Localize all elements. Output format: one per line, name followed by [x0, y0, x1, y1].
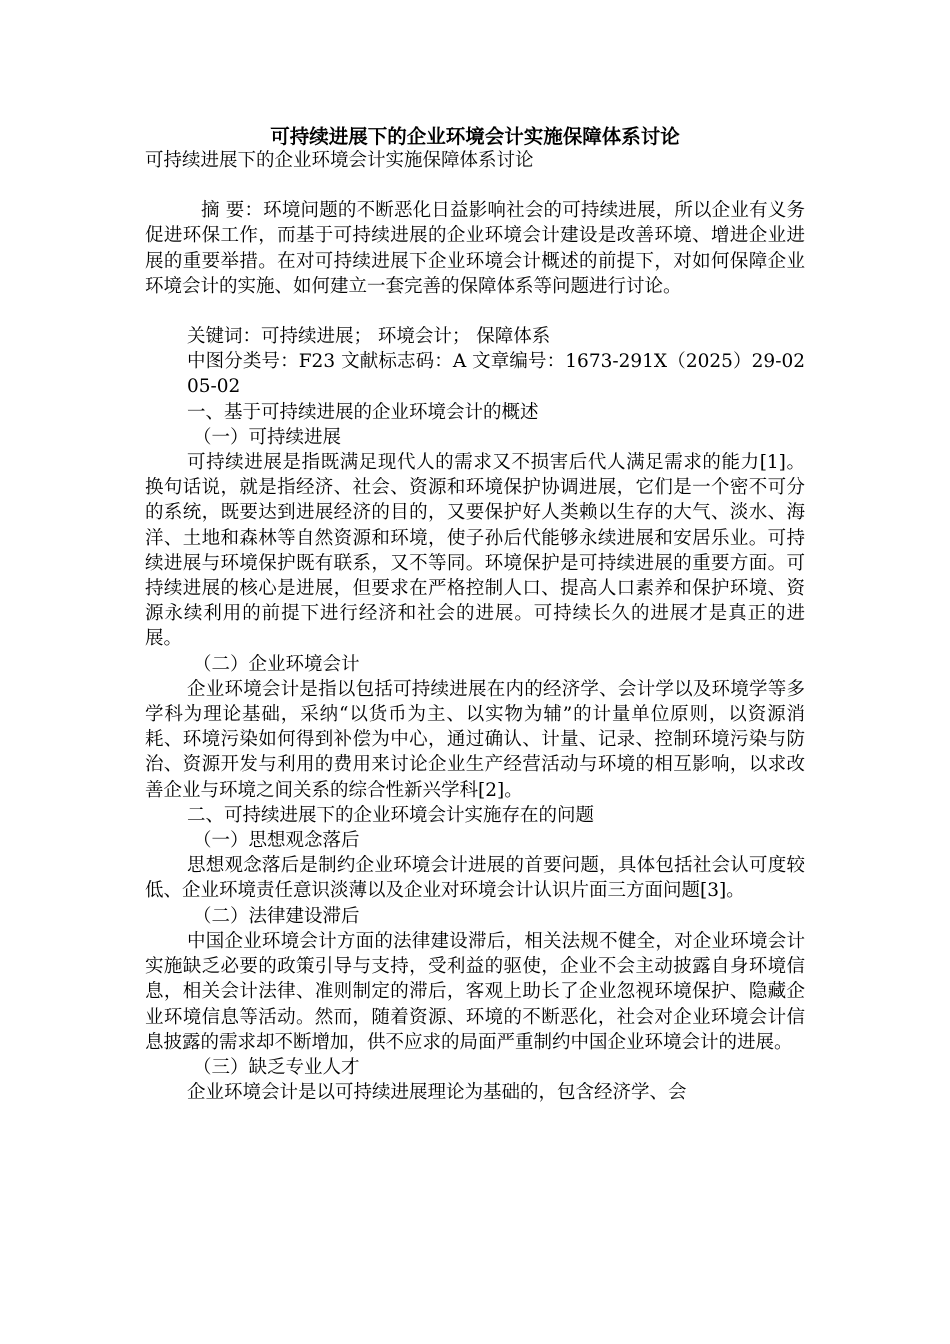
document-title: 可持续进展下的企业环境会计实施保障体系讨论: [270, 125, 680, 148]
subsection-heading-2-1: （一）思想观念落后: [193, 830, 360, 852]
section-heading-1: 一、基于可持续进展的企业环境会计的概述: [187, 401, 539, 423]
keywords-line: 关键词：可持续进展； 环境会计； 保障体系: [187, 326, 551, 348]
abstract-paragraph: 摘 要：环境问题的不断恶化日益影响社会的可持续进展，所以企业有义务促进环保工作，而基于可持续进展的企业环境会计建设是改善环境、增进企业进展的重要举措。在对可持续进展下企业环境会计概述的前提下，对如何保障企业环境会计的实施、如何建立一套完善的保障体系等问题进行讨论。: [145, 200, 805, 297]
paragraph-2-3: 企业环境会计是以可持续进展理论为基础的，包含经济学、会: [187, 1082, 687, 1104]
subsection-heading-2-3: （三）缺乏专业人才: [193, 1056, 360, 1078]
paragraph-1-1: 可持续进展是指既满足现代人的需求又不损害后代人满足需求的能力[1]。换句话说，就是指经济、社会、资源和环境保护协调进展，它们是一个密不可分的系统，既要达到进展经济的目的，又要保护好人类赖以生存的大气、淡水、海洋、土地和森林等自然资源和环境，使子孙后代能够永续进展和安居乐业。可持续进展与环境保护既有联系，又不等同。环境保护是可持续进展的重要方面。可持续进展的核心是进展，但要求在严格控制人口、提高人口素养和保护环境、资源永续利用的前提下进行经济和社会的进展。可持续长久的进展才是真正的进展。: [145, 452, 805, 650]
document-subtitle: 可持续进展下的企业环境会计实施保障体系讨论: [145, 150, 534, 171]
section-heading-2: 二、可持续进展下的企业环境会计实施存在的问题: [187, 804, 595, 826]
classification-line: 中图分类号：F23 文献标志码：A 文章编号：1673-291X（2025）29-0205-02: [187, 351, 805, 398]
paragraph-2-1: 思想观念落后是制约企业环境会计进展的首要问题，具体包括社会认可度较低、企业环境责任意识淡薄以及企业对环境会计认识片面三方面问题[3]。: [145, 855, 805, 902]
subsection-heading-2-2: （二）法律建设滞后: [193, 905, 360, 927]
document-body: [145, 148, 805, 1105]
paragraph-2-2: 中国企业环境会计方面的法律建设滞后，相关法规不健全，对企业环境会计实施缺乏必要的政策引导与支持，受利益的驱使，企业不会主动披露自身环境信息，相关会计法律、准则制定的滞后，客观上助长了企业忽视环境保护、隐藏企业环境信息等活动。然而，随着资源、环境的不断恶化，社会对企业环境会计信息披露的需求却不断增加，供不应求的局面严重制约中国企业环境会计的进展。: [145, 930, 805, 1053]
subsection-heading-1-2: （二）企业环境会计: [193, 653, 360, 675]
subsection-heading-1-1: （一）可持续进展: [193, 426, 342, 448]
paragraph-1-2: 企业环境会计是指以包括可持续进展在内的经济学、会计学以及环境学等多学科为理论基础，采纳“以货币为主、以实物为辅”的计量单位原则，以资源消耗、环境污染如何得到补偿为中心，通过确认、计量、记录、控制环境污染与防治、资源开发与利用的费用来讨论企业生产经营活动与环境的相互影响，以求改善企业与环境之间关系的综合性新兴学科[2]。: [145, 678, 805, 801]
